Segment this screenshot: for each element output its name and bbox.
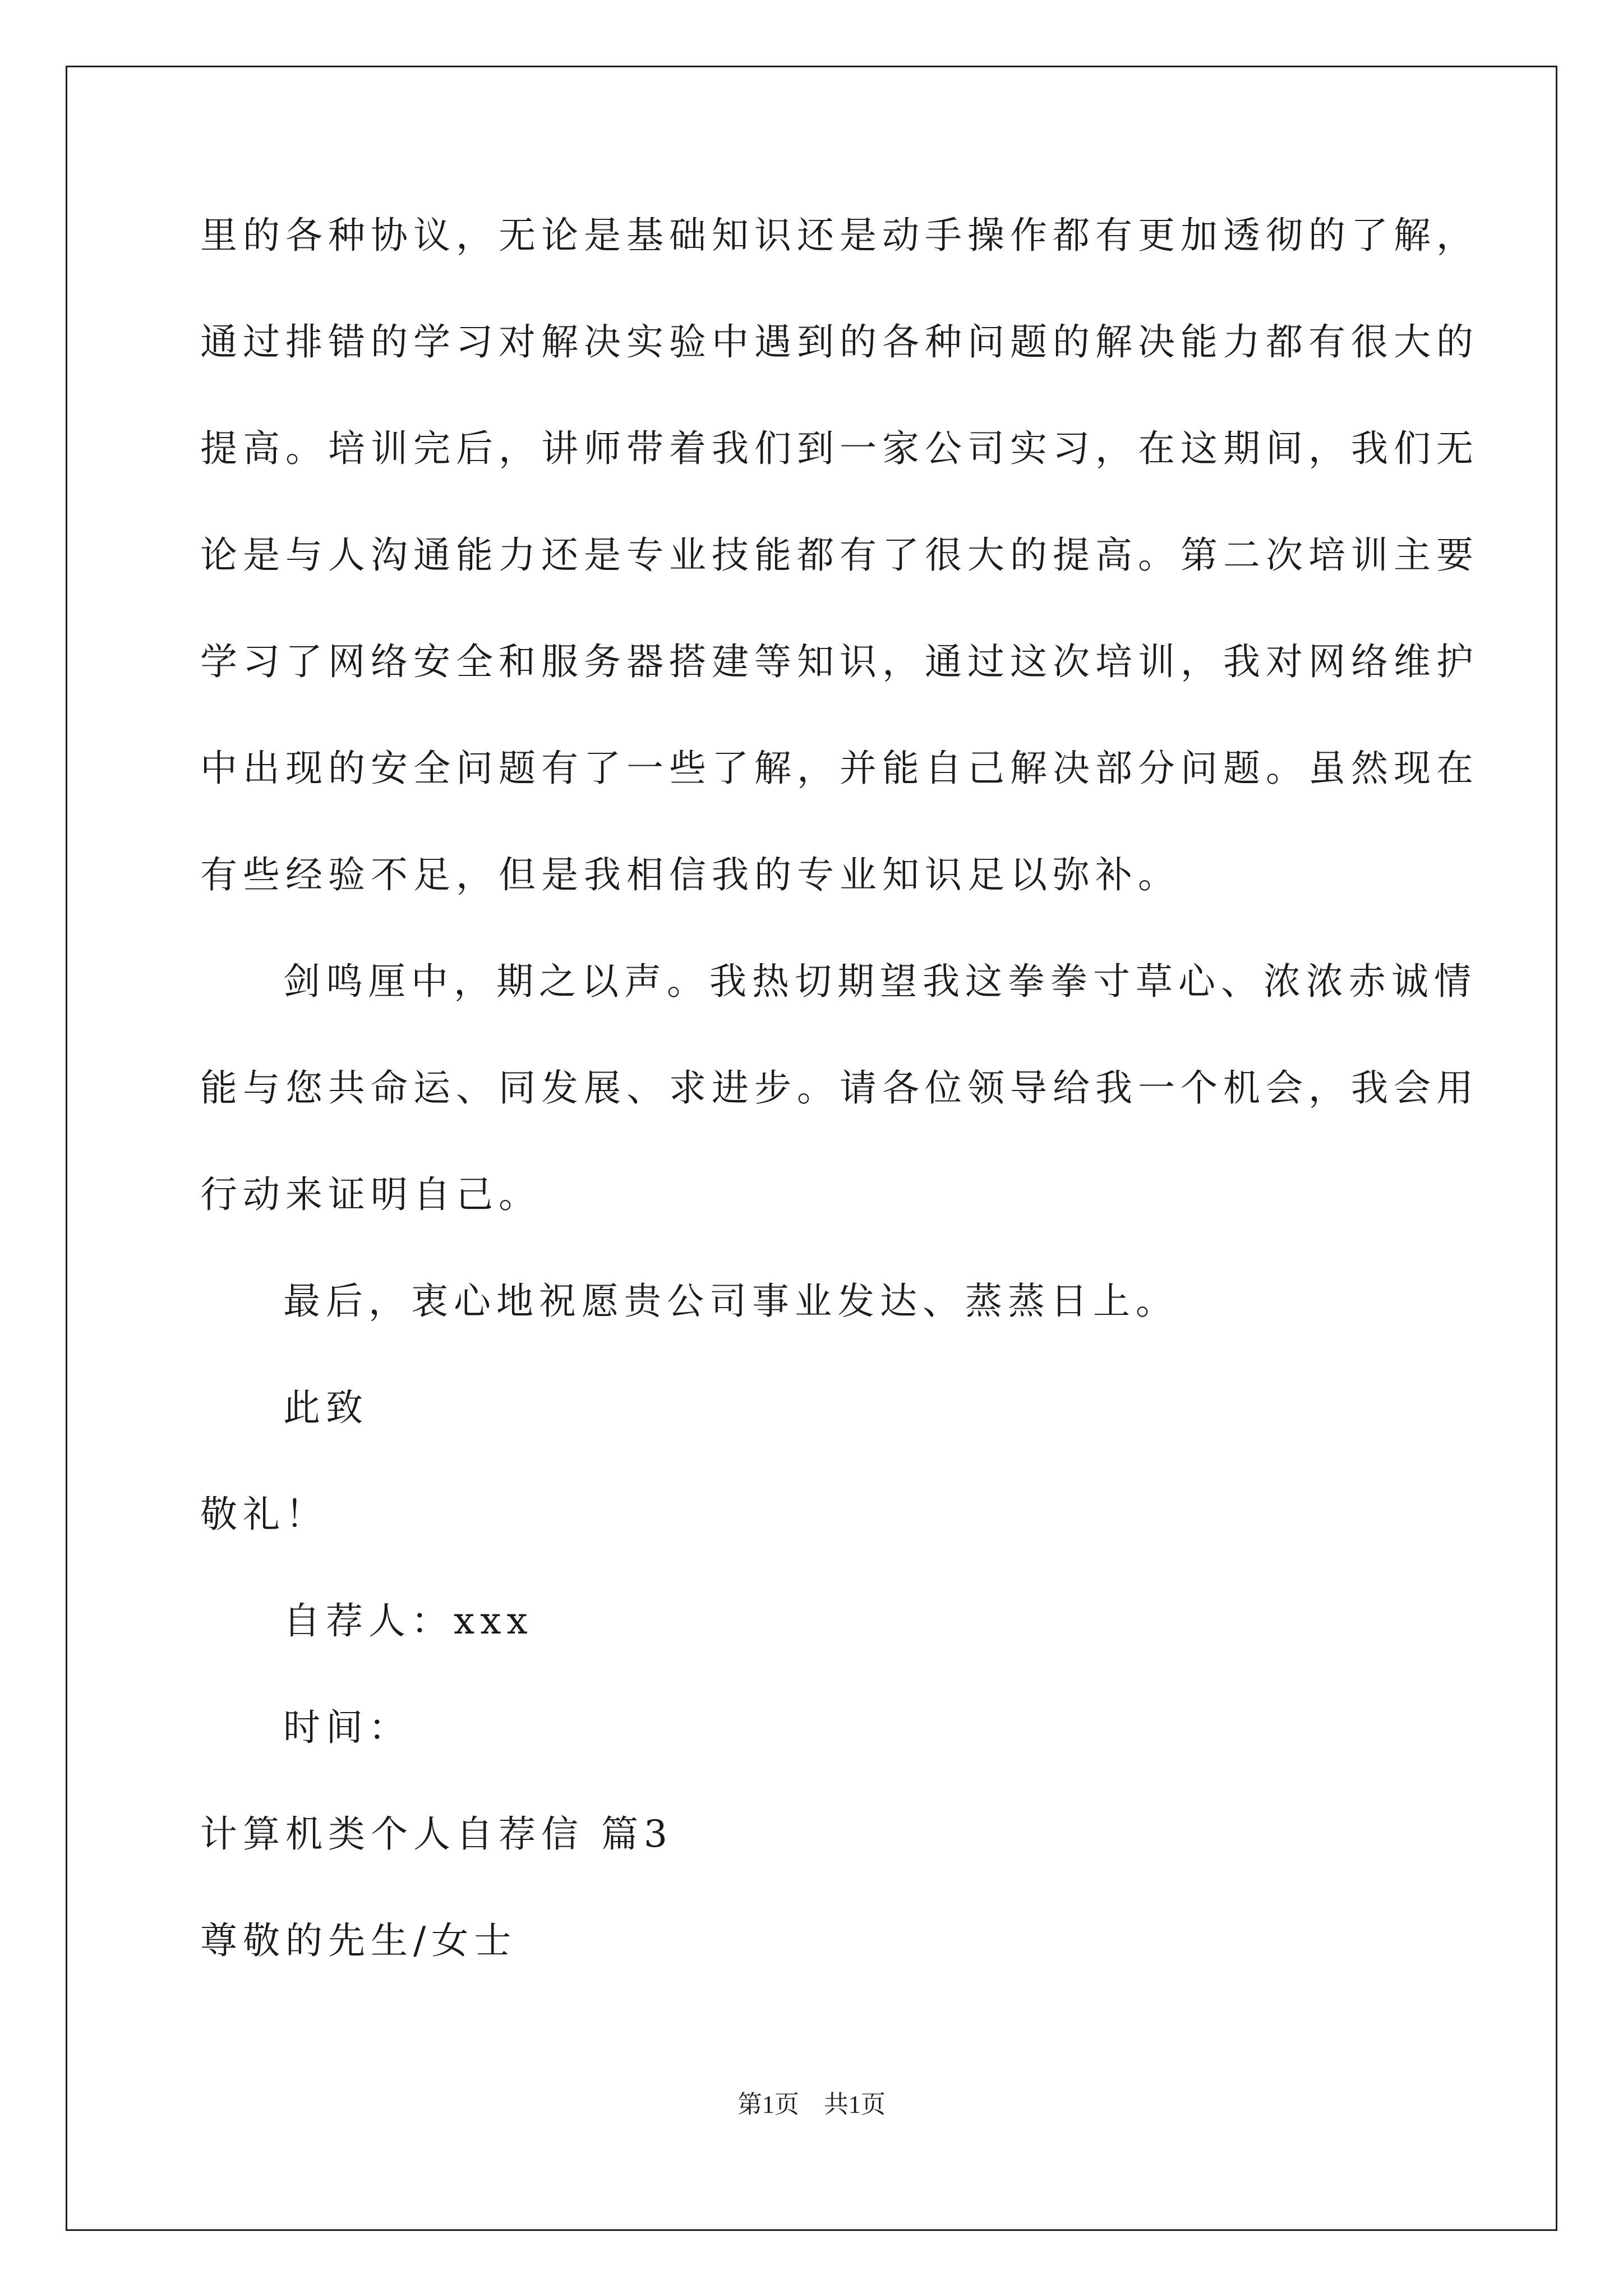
page-border (66, 66, 1557, 2231)
closing-wishes: 最后，衷心地祝愿贵公司事业发达、蒸蒸日上。 (283, 1280, 1178, 1323)
paragraph-line: 里的各种协议，无论是基础知识还是动手操作都有更加透彻的了解， (200, 214, 1479, 257)
page-footer: 第1页 共1页 (737, 2091, 886, 2118)
signature-line: 自荐人：xxx (283, 1599, 533, 1642)
paragraph-line: 论是与人沟通能力还是专业技能都有了很大的提高。第二次培训主要 (200, 533, 1479, 577)
paragraph-line: 中出现的安全问题有了一些了解，并能自己解决部分问题。虽然现在 (200, 747, 1479, 790)
salutation-jingli: 敬礼！ (200, 1493, 328, 1536)
paragraph-line: 行动来证明自己。 (200, 1173, 541, 1216)
greeting-line: 尊敬的先生/女士 (200, 1919, 517, 1962)
section-heading: 计算机类个人自荐信 篇3 (200, 1812, 673, 1856)
date-line: 时间： (283, 1706, 411, 1749)
paragraph-line: 剑鸣厘中，期之以声。我热切期望我这拳拳寸草心、浓浓赤诚情 (283, 960, 1477, 1003)
paragraph-line: 有些经验不足，但是我相信我的专业知识足以弥补。 (200, 853, 1181, 896)
paragraph-line: 学习了网络安全和服务器搭建等知识，通过这次培训，我对网络维护 (200, 640, 1479, 683)
paragraph-line: 提高。培训完后，讲师带着我们到一家公司实习，在这期间，我们无 (200, 427, 1479, 470)
paragraph-line: 通过排错的学习对解决实验中遇到的各种问题的解决能力都有很大的 (200, 320, 1479, 364)
salutation-cizhi: 此致 (283, 1386, 368, 1429)
paragraph-line: 能与您共命运、同发展、求进步。请各位领导给我一个机会，我会用 (200, 1066, 1479, 1110)
